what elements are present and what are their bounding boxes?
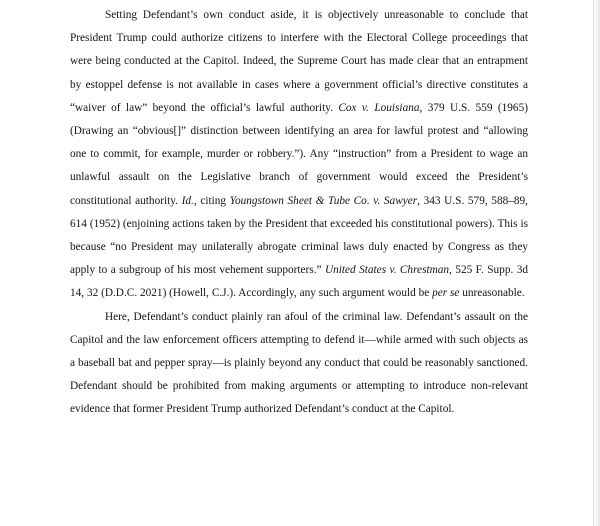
paragraph-1-text-1: Setting Defendant’s own conduct aside, it is objectively unreasonable to conclude that President Trump could authorize citizens to interfere with the Electoral College proceedings that were being conducted at the Capitol. Indeed, the Supreme Court has made clear that an entrapment by estoppel defense is not available in cases where a government official’s directive constitutes a “waiver of law” beyond the official’s lawful authority.	[70, 9, 528, 114]
paragraph-2-text-1: Here, Defendant’s conduct plainly ran afoul of the criminal law. Defendant’s assault on the Capitol and the law enforcement officers attempting to defend it—while armed with such objects as a baseball bat and pepper spray—is plainly beyond any conduct that could be reasonably sanctioned. Defendant should be prohibited from making arguments or attempting to introduce non-relevant evidence that former President Trump authorized Defendant’s conduct at the Capitol.	[70, 310, 528, 416]
paragraph-1-text-4: , 343 U.S. 579, 588–89, 614 (1952) (enjoining actions taken by the President that exceeded his constitutional powers). This is because “no President may unilaterally abrogate criminal laws duly enacted by Congress as they apply to a subgroup of his most vehement supporters.”	[70, 194, 529, 277]
case-citation-cox-v-louisiana: Cox v. Louisiana	[338, 101, 420, 114]
document-body	[70, 4, 528, 422]
paragraph-2	[70, 306, 528, 422]
citation-id: Id.	[181, 194, 194, 207]
paragraph-1-text-2: , 379 U.S. 559 (1965) (Drawing an “obvious[]” distinction between identifying an area for lawful protest and “allowing one to commit, for example, murder or robbery.”). Any “instruction” from a President to wage an unlawful assault on the Legislative branch of government would exceed the President’s constitutional authority.	[70, 101, 528, 207]
paragraph-1-text-5: , 525 F. Supp. 3d 14, 32 (D.D.C. 2021) (Howell, C.J.). Accordingly, any such argument would be	[70, 264, 528, 300]
paragraph-1-text-6: unreasonable.	[459, 287, 525, 300]
case-citation-youngstown: Youngstown Sheet & Tube Co. v. Sawyer	[229, 194, 418, 207]
paragraph-1	[70, 4, 528, 306]
paragraph-1-text-3: , citing	[193, 194, 230, 207]
page-edge-shadow	[593, 0, 600, 526]
case-citation-chrestman: United States v. Chrestman	[324, 264, 450, 277]
latin-term-per-se: per se	[432, 287, 460, 300]
